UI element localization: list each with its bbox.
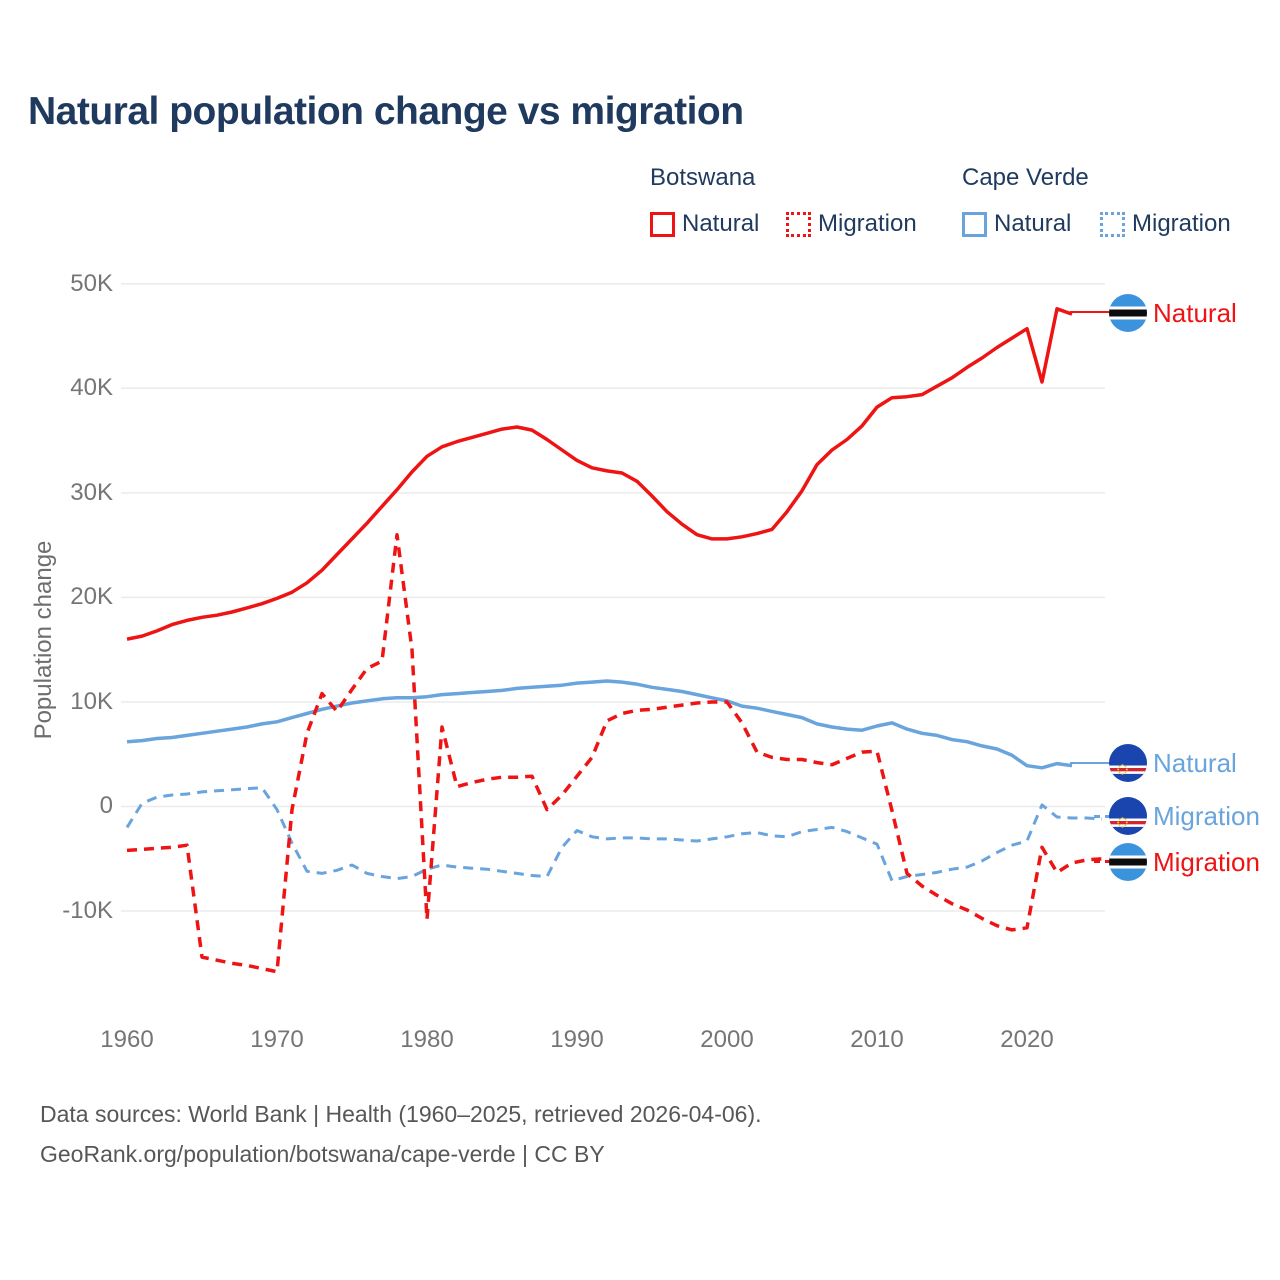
page-title: Natural population change vs migration [28, 90, 744, 133]
legend-item-label: Migration [1132, 210, 1231, 237]
cape-verde-flag-icon [1109, 797, 1147, 835]
end-label-text: Natural [1153, 297, 1237, 328]
end-label-botswana-migration[interactable] [1109, 843, 1260, 881]
x-tick-label: 1970 [250, 1026, 304, 1053]
legend-group-title-botswana: Botswana [650, 164, 756, 191]
y-tick-label: 30K [70, 479, 113, 506]
cape-verde-flag-icon [1109, 744, 1147, 782]
y-tick-label: 10K [70, 688, 113, 715]
x-tick-label: 1980 [400, 1026, 454, 1053]
x-tick-label: 1990 [550, 1026, 604, 1053]
y-tick-label: 50K [70, 270, 113, 297]
end-label-text: Migration [1153, 800, 1260, 831]
end-label-cape-verde-migration[interactable] [1109, 797, 1260, 835]
end-label-cape-verde-natural[interactable] [1109, 744, 1237, 782]
y-tick-label: 0 [99, 792, 113, 819]
line-cape-verde-natural[interactable] [127, 681, 1072, 768]
y-axis-title: Population change [30, 540, 57, 740]
legend-item-label: Natural [682, 210, 760, 237]
x-tick-label: 2000 [700, 1026, 754, 1053]
y-tick-label: -10K [62, 897, 113, 924]
x-tick-label: 2010 [850, 1026, 904, 1053]
x-tick-label: 1960 [100, 1026, 154, 1053]
line-cape-verde-migration[interactable] [127, 788, 1102, 881]
legend-group-title-cape-verde: Cape Verde [962, 164, 1089, 191]
line-botswana-natural[interactable] [127, 309, 1072, 639]
leader-line-botswana-natural [1070, 311, 1110, 313]
end-label-text: Natural [1153, 747, 1237, 778]
legend-item-label: Natural [994, 210, 1072, 237]
end-label-botswana-natural[interactable] [1109, 294, 1237, 332]
gridlines [121, 284, 1105, 911]
footer-attribution: GeoRank.org/population/botswana/cape-verde | CC BY [40, 1141, 605, 1167]
end-label-text: Migration [1153, 846, 1260, 877]
botswana-flag-icon [1109, 294, 1147, 332]
footer-sources: Data sources: World Bank | Health (1960–2025, retrieved 2026-04-06). [40, 1101, 762, 1127]
x-tick-label: 2020 [1000, 1026, 1054, 1053]
y-tick-label: 40K [70, 374, 113, 401]
y-tick-label: 20K [70, 583, 113, 610]
legend-item-label: Migration [818, 210, 917, 237]
botswana-flag-icon [1109, 843, 1147, 881]
leader-line-cape-verde-natural [1070, 762, 1110, 764]
